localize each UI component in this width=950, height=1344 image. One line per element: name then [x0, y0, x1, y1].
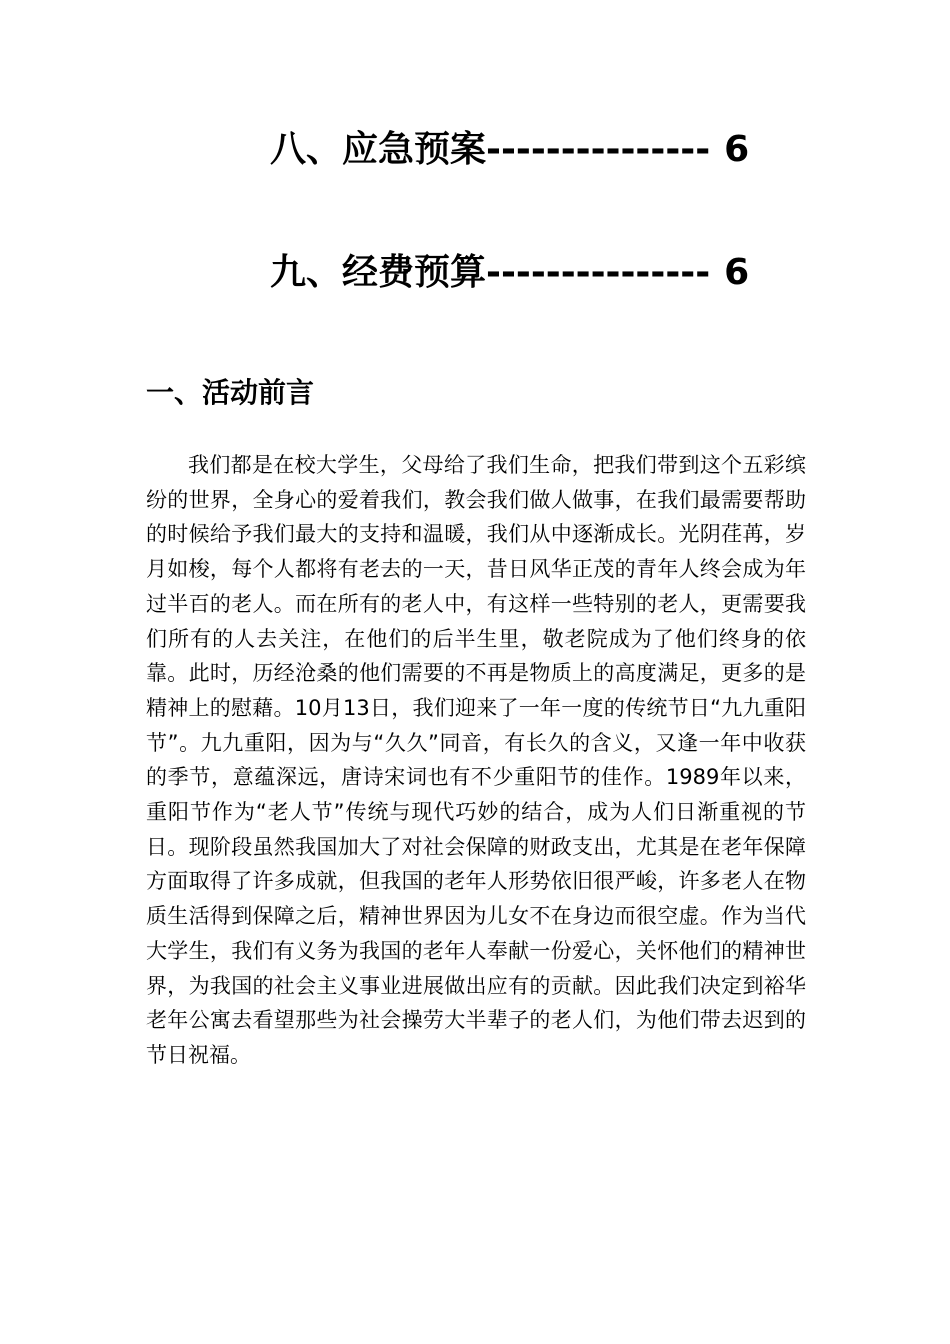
toc-entry-page-number: 6 — [724, 252, 750, 293]
section-heading: 一、活动前言 — [146, 376, 315, 409]
toc-entry-leader: --------------- — [486, 129, 711, 170]
toc-entry-label: 九、经费预算 — [270, 252, 487, 293]
toc-entry-budget[interactable] — [270, 253, 749, 293]
toc-entry-emergency-plan[interactable] — [270, 130, 749, 170]
toc-entry-page-number: 6 — [724, 129, 750, 170]
toc-entry-leader: --------------- — [486, 252, 711, 293]
body-paragraph: 我们都是在校大学生，父母给了我们生命，把我们带到这个五彩缤纷的世界，全身心的爱着我们，教会我们做人做事，在我们最需要帮助的时候给予我们最大的支持和温暖，我们从中逐渐成长。光阴荏苒，岁月如梭，每个人都将有老去的一天，昔日风华正茂的青年人终会成为年过半百的老人。而在所有的老人中，有这样一些特别的老人，更需要我们所有的人去关注，在他们的后半生里，敬老院成为了他们终身的依靠。此时，历经沧桑的他们需要的不再是物质上的高度满足，更多的是精神上的慰藉。10月13日，我们迎来了一年一度的传统节日“九九重阳节”。九九重阳，因为与“久久”同音，有长久的含义，又逢一年中收获的季节，意蕴深远，唐诗宋词也有不少重阳节的佳作。1989年以来，重阳节作为“老人节”传统与现代巧妙的结合，成为人们日渐重视的节日。现阶段虽然我国加大了对社会保障的财政支出，尤其是在老年保障方面取得了许多成就，但我国的老年人形势依旧很严峻，许多老人在物质生活得到保障之后，精神世界因为儿女不在身边而很空虚。作为当代大学生，我们有义务为我国的老年人奉献一份爱心，关怀他们的精神世界，为我国的社会主义事业进展做出应有的贡献。因此我们决定到裕华老年公寓去看望那些为社会操劳大半辈子的老人们，为他们带去迟到的节日祝福。 — [146, 453, 806, 1067]
toc-entry-label: 八、应急预案 — [270, 129, 487, 170]
